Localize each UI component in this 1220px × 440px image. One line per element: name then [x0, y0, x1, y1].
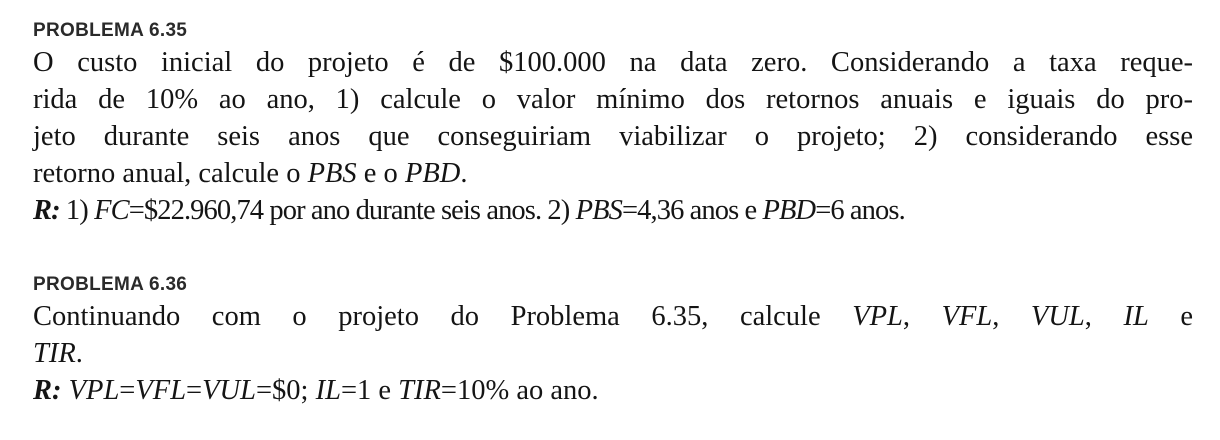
- statement-636-text: Continuando com o projeto do Problema 6.35, calcule: [33, 301, 853, 332]
- vfl-term: VFL: [941, 301, 993, 332]
- problem-6-36-statement: [33, 298, 1193, 372]
- statement-line-4: [33, 155, 1193, 192]
- answer-pbd-value: =6 anos.: [815, 195, 905, 226]
- statement-line-1: O custo inicial do projeto é de $100.000 na data zero. Considerando a taxa reque-: [33, 47, 1193, 78]
- answer-636-tir: TIR: [398, 375, 441, 406]
- answer-part1-value: =$22.960,74 por ano durante seis anos. 2): [128, 195, 576, 226]
- statement-636-line-1: [33, 298, 1193, 335]
- answer-pbs-term: PBS: [575, 195, 622, 226]
- answer-pbd-term: PBD: [762, 195, 816, 226]
- answer-636-vpl: VPL: [68, 375, 120, 406]
- problem-6-36: [33, 272, 1193, 409]
- fc-term: FC: [94, 195, 129, 226]
- answer-636-vul: VUL: [202, 375, 256, 406]
- vul-term: VUL: [1030, 301, 1085, 332]
- il-term: IL: [1123, 301, 1149, 332]
- and-word: e: [1148, 301, 1194, 332]
- problem-6-35-statement: [33, 44, 1193, 192]
- statement-line-2: rida de 10% ao ano, 1) calcule o valor mínimo dos retornos anuais e iguais do pro-: [33, 84, 1193, 115]
- answer-636-tir-value: =10% ao ano.: [440, 375, 599, 406]
- answer-636-il: IL: [315, 375, 341, 406]
- statement-line-3: jeto durante seis anos que conseguiriam viabilizar o projeto; 2) considerando esse: [33, 121, 1193, 152]
- answer-636-label: R:: [33, 375, 62, 406]
- problem-6-35-heading: PROBLEMA 6.35: [33, 20, 188, 41]
- problem-6-35: [33, 18, 1193, 229]
- problem-6-35-answer: [33, 192, 1193, 229]
- tir-term: TIR: [33, 338, 76, 369]
- answer-pbs-value: =4,36 anos e: [621, 195, 763, 226]
- pbs-term: PBS: [307, 158, 357, 189]
- answer-636-il-value: =1 e: [340, 375, 399, 406]
- answer-636-vul-value: =$0;: [255, 375, 316, 406]
- tir-end: .: [75, 338, 83, 369]
- statement-636-line-2: [33, 335, 1193, 372]
- answer-636-eq1: =: [119, 375, 136, 406]
- answer-636-vfl: VFL: [135, 375, 187, 406]
- answer-part1-prefix: 1): [59, 195, 95, 226]
- pbd-term: PBD: [404, 158, 461, 189]
- problem-6-36-answer: [33, 372, 1193, 409]
- problem-6-36-heading: PROBLEMA 6.36: [33, 274, 188, 295]
- answer-636-space: [62, 375, 69, 406]
- comma-2: ,: [992, 301, 1031, 332]
- comma-3: ,: [1084, 301, 1124, 332]
- answer-label: R:: [33, 195, 60, 226]
- statement-line-4-and: e o: [356, 158, 405, 189]
- vpl-term: VPL: [852, 301, 903, 332]
- statement-line-4-end: .: [460, 158, 468, 189]
- answer-636-eq2: =: [186, 375, 203, 406]
- statement-line-4-text: retorno anual, calcule o: [33, 158, 308, 189]
- comma-1: ,: [902, 301, 942, 332]
